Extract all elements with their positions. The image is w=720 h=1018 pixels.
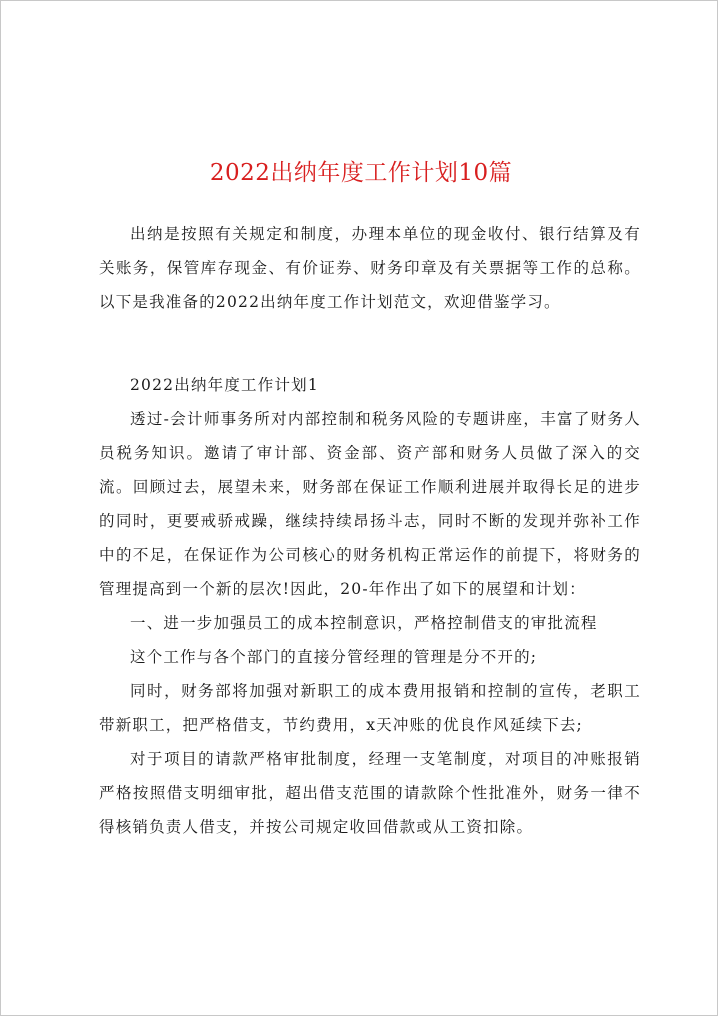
body-paragraph: 同时，财务部将加强对新职工的成本费用报销和控制的宣传，老职工带新职工，把严格借支，节约费用，x天冲账的优良作风延续下去; [99,682,641,734]
body-paragraph: 对于项目的请款严格审批制度，经理一支笔制度，对项目的冲账报销严格按照借支明细审批，超出借支范围的请款除个性批准外，财务一律不得核销负责人借支，并按公司规定收回借款或从工资扣除。 [99,750,641,836]
body-paragraph: 一、进一步加强员工的成本控制意识，严格控制借支的审批流程 [130,614,598,632]
body-paragraph: 透过-会计师事务所对内部控制和税务风险的专题讲座，丰富了财务人员税务知识。邀请了审计部、资金部、资产部和财务人员做了深入的交流。回顾过去，展望未来，财务部在保证工作顺利进展并取得长足的进步的同时，更要戒骄戒躁，继续持续昂扬斗志，同时不断的发现并弥补工作中的不足，在保证作为公司核心的财务机构正常运作的前提下，将财务的管理提高到一个新的层次!因此，20-年作出了如下的展望和计划： [99,410,641,598]
section-heading: 2022出纳年度工作计划1 [130,376,319,394]
document-title: 2022出纳年度工作计划10篇 [209,160,513,186]
section-1 [99,368,641,844]
body-paragraph: 这个工作与各个部门的直接分管经理的管理是分不开的; [130,648,538,666]
intro-paragraph: 出纳是按照有关规定和制度，办理本单位的现金收付、银行结算及有关账务，保管库存现金、有价证券、财务印章及有关票据等工作的总称。以下是我准备的2022出纳年度工作计划范文，欢迎借鉴学习。 [99,225,641,311]
intro-block [99,217,641,319]
